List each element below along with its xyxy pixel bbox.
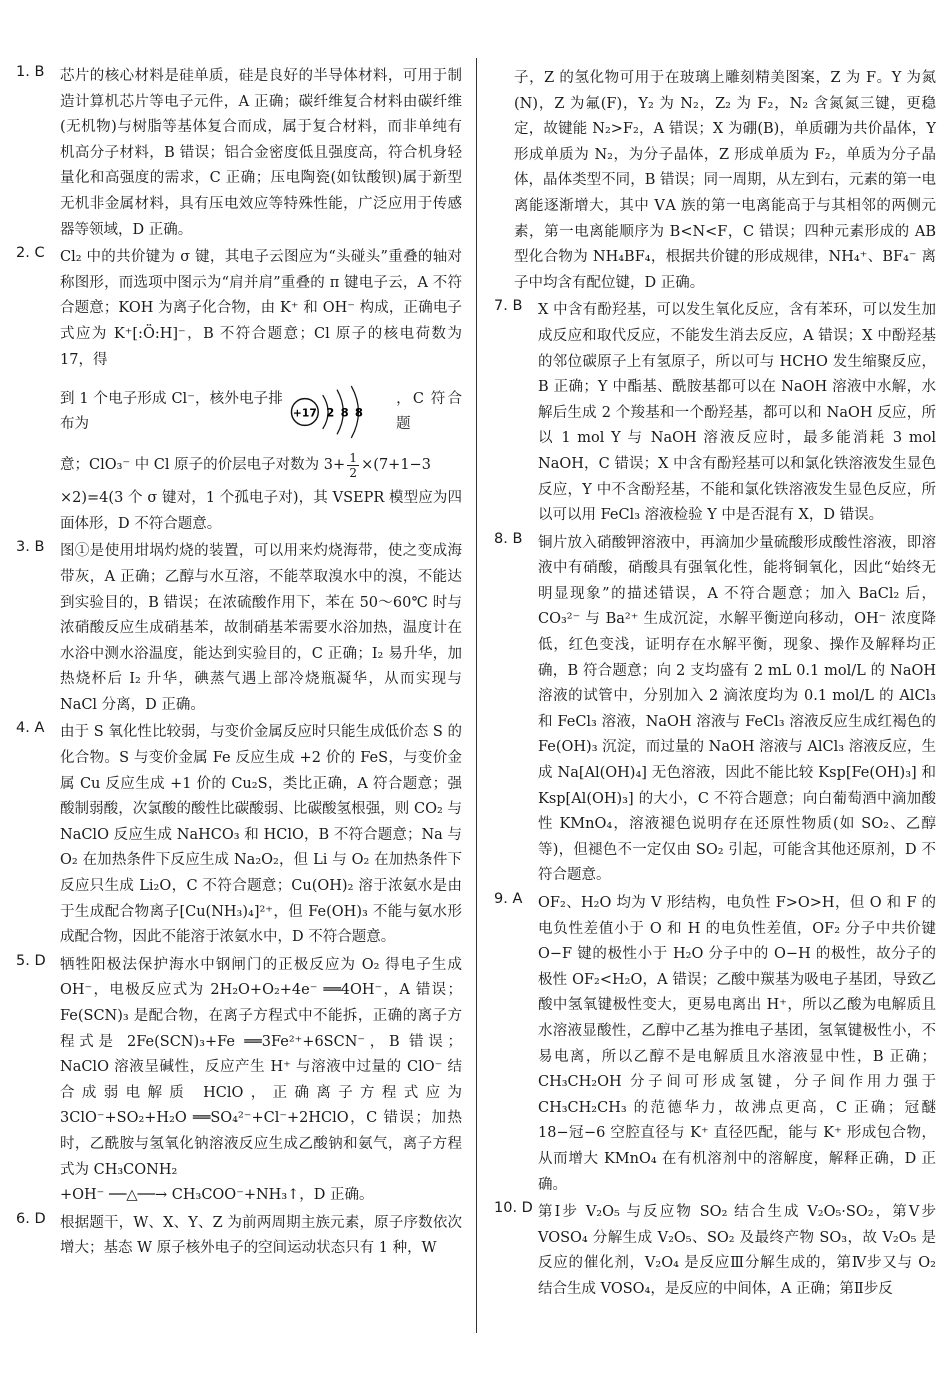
shell-electrons-3: 8: [354, 405, 363, 420]
answer-explanation: 由于 S 氧化性比较弱，与变价金属反应时只能生成低价态 S 的化合物。S 与变价金属 Fe 反应生成 +2 价的 FeS，与变价金属 Cu 反应生成 +1 价的 Cu₂S，类比正确，A 符合题意；强酸制弱酸，次氯酸的酸性比碳酸弱、比碳酸氢根强，则 CO₂ 与 NaClO 反应生成 NaHCO₃ 和 HClO，B 不符合题意；Na 与 O₂ 在加热条件下反应生成 Na₂O₂，但 Li 与 O₂ 在加热条件下反应只生成 Li₂O，C 不符合题意；Cu(OH)₂ 溶于浓氨水是由于生成配合物离子[Cu(NH₃)₄]²⁺，但 Fe(OH)₃ 不能与氨水形成配合物，因此不能溶于浓氨水中，D 不符合题意。: [60, 724, 462, 946]
answer-explanation: Cl₂ 中的共价键为 σ 键，其电子云图应为“头碰头”重叠的轴对称图形，而选项中图示为“肩并肩”重叠的 π 键电子云，A 不符合题意；KOH 为离子化合物，由 K⁺ 和 OH⁻ 构成，正确电子式应为 K⁺[:Ö:H]⁻，B 不符合题意；Cl 原子的核电荷数为 17，得: [60, 249, 462, 368]
answer-item-1: [16, 64, 462, 243]
answer-explanation: 铜片放入硝酸钾溶液中，再滴加少量硫酸形成酸性溶液，即溶液中有硝酸，硝酸具有强氧化性，能将铜氧化，因此“始终无明显现象”的描述错误，A 不符合题意；加入 BaCl₂ 后，CO₃²⁻ 与 Ba²⁺ 生成沉淀，水解平衡逆向移动，OH⁻ 浓度降低，红色变浅，证明存在水解平衡，现象、操作及解释均正确，B 符合题意；向 2 支均盛有 2 mL 0.1 mol/L 的 NaOH 溶液的试管中，分别加入 2 滴浓度均为 0.1 mol/L 的 AlCl₃ 和 FeCl₃ 溶液，NaOH 溶液与 FeCl₃ 溶液反应生成红褐色的 Fe(OH)₃ 沉淀，而过量的 NaOH 溶液与 AlCl₃ 溶液反应，生成 Na[Al(OH)₄] 无色溶液，因此不能比较 Ksp[Fe(OH)₃] 和 Ksp[Al(OH)₃] 的大小，C 不符合题意；向白葡萄酒中滴加酸性 KMnO₄，溶液褪色说明存在还原性物质(如 SO₂、乙醇等)，但褪色不一定仅由 SO₂ 引起，可能含其他还原剂，D 不符合题意。: [538, 534, 936, 884]
answer-number: 7. B: [494, 298, 523, 315]
left-column: [16, 64, 462, 1264]
fraction-line: [60, 451, 462, 480]
fraction: [347, 451, 359, 480]
answer-item-6-continued: [494, 66, 936, 296]
atom-structure-line: [60, 379, 462, 445]
answer-item-3: [16, 539, 462, 718]
fraction-text-after: ×(7+1−3: [361, 456, 431, 473]
answer-explanation: X 中含有酚羟基，可以发生氧化反应，含有苯环，可以发生加成反应和取代反应，不能发生消去反应，A 错误；X 中酚羟基的邻位碳原子上有氢原子，所以可与 HCHO 发生缩聚反应，B 正确；Y 中酯基、酰胺基都可以在 NaOH 溶液中水解，水解后生成 2 个羧基和一个酚羟基，都可以和 NaOH 反应，所以 1 mol Y 与 NaOH 溶液反应时，最多能消耗 3 mol NaOH，C 错误；X 中含有酚羟基可以和氯化铁溶液发生显色反应，Y 中不含酚羟基，不能和氯化铁溶液发生显色反应，所以可以用 FeCl₃ 溶液检验 Y 中是否混有 X，D 错误。: [538, 302, 936, 524]
shell-electrons-2: 8: [340, 405, 349, 420]
answer-item-9: [494, 891, 936, 1198]
answer-explanation: 子，Z 的氢化物可用于在玻璃上雕刻精美图案，Z 为 F。Y 为氮(N)，Z 为氟(F)，Y₂ 为 N₂，Z₂ 为 F₂，N₂ 含氮氮三键，更稳定，故键能 N₂>F₂，A 错误；X 为硼(B)，单质硼为共价晶体，Y 形成单质为 N₂，为分子晶体，Z 形成单质为 F₂，单质为分子晶体，晶体类型不同，B 错误；同一周期，从左到右，元素的第一电离能逐渐增大，其中 ⅤA 族的第一电离能高于与其相邻的两侧元素，第一电离能顺序为 B<N<F，C 错误；四种元素形成的 AB 型化合物为 NH₄BF₄，根据共价键的形成规律，NH₄⁺、BF₄⁻ 离子中均含有配位键，D 正确。: [514, 70, 936, 291]
cl-ion-structure-diagram: [287, 379, 392, 445]
answer-number: 5. D: [16, 952, 46, 969]
nucleus-label: +17: [292, 406, 317, 420]
answer-explanation: OF₂、H₂O 均为 V 形结构，电负性 F>O>H，但 O 和 F 的电负性差值小于 O 和 H 的电负性差值，OF₂ 分子中共价键 O−F 键的极性小于 H₂O 分子中的 O−H 的极性，故分子的极性 OF₂<H₂O，A 错误；乙酸中羰基为吸电子基团，导致乙酸中氢氧键极性变大，更易电离出 H⁺，所以乙酸为电解质且水溶液显酸性，乙醇中乙基为推电子基团，氢氧键极性小，不易电离，所以乙醇不是电解质且水溶液显中性，B 正确；CH₃CH₂OH 分子间可形成氢键，分子间作用力强于 CH₃CH₂CH₃ 的范德华力，故沸点更高，C 正确；冠醚 18−冠−6 空腔直径与 K⁺ 直径匹配，能与 K⁺ 形成包合物，从而增大 KMnO₄ 在有机溶剂中的溶解度，解释正确，D 正确。: [538, 895, 936, 1193]
answer-explanation: 第Ⅰ步 V₂O₅ 与反应物 SO₂ 结合生成 V₂O₅·SO₂，第Ⅴ步 VOSO₄ 分解生成 V₂O₅、SO₂ 及最终产物 SO₃，故 V₂O₅ 是反应的催化剂，V₂O₄ 是反应Ⅲ分解生成的，第Ⅳ步又与 O₂ 结合生成 VOSO₄，是反应的中间体，A 正确；第Ⅱ步反: [538, 1204, 936, 1297]
answer-explanation-tail: +OH⁻ ──△──→ CH₃COO⁻+NH₃↑，D 正确。: [60, 1187, 374, 1204]
answer-number: 4. A: [16, 720, 45, 737]
answer-number: 10. D: [494, 1200, 533, 1217]
answer-number: 8. B: [494, 530, 523, 547]
answer-explanation-tail: ×2)=4(3 个 σ 键对，1 个孤电子对)，其 VSEPR 模型应为四面体形，D 不符合题意。: [60, 490, 462, 532]
answer-explanation: 图①是使用坩埚灼烧的装置，可以用来灼烧海带，使之变成海带灰，A 正确；乙醇与水互溶，不能萃取溴水中的溴，不能达到实验目的，B 错误；在浓硫酸作用下，苯在 50～60℃ 时与浓硝酸反应生成硝基苯，故制硝基苯需要水浴加热，温度计在水浴中测水浴温度，能达到实验目的，C 正确；I₂ 易升华，加热烧杯后 I₂ 升华，碘蒸气遇上部冷烧瓶凝华，从而实现与 NaCl 分离，D 正确。: [60, 543, 462, 713]
answer-explanation: 芯片的核心材料是硅单质，硅是良好的半导体材料，可用于制造计算机芯片等电子元件，A 正确；碳纤维复合材料由碳纤维(无机物)与树脂等基体复合而成，属于复合材料，而非单纯有机高分子材料，B 错误；铝合金密度低且强度高，符合机身轻量化和高强度的需求，C 正确；压电陶瓷(如钛酸钡)属于新型无机非金属材料，具有压电效应等特殊性能，广泛应用于传感器等领域，D 正确。: [60, 68, 462, 238]
answer-explanation: 根据题干，W、X、Y、Z 为前两周期主族元素，原子序数依次增大；基态 W 原子核外电子的空间运动状态只有 1 种，W: [60, 1214, 462, 1257]
answer-number: 9. A: [494, 891, 523, 907]
shell-electrons-1: 2: [326, 405, 335, 420]
atom-text-before: 到 1 个电子形成 Cl⁻，核外电子排布为: [60, 390, 283, 433]
right-column: [494, 66, 936, 1305]
answer-number: 3. B: [16, 539, 45, 556]
answer-number: 1. B: [16, 64, 45, 80]
answer-number: 6. D: [16, 1210, 46, 1227]
answer-item-6: [16, 1211, 462, 1262]
answer-item-8: [494, 531, 936, 889]
column-divider: [476, 58, 477, 1333]
fraction-denominator: 2: [349, 466, 357, 481]
fraction-numerator: 1: [349, 451, 357, 466]
answer-item-2: [16, 245, 462, 537]
atom-text-after: ，C 符合题: [396, 390, 463, 433]
answer-number: 2. C: [16, 245, 45, 262]
answer-item-7: [494, 298, 936, 528]
answer-item-5: [16, 953, 462, 1209]
answer-explanation: 牺牲阳极法保护海水中钢闸门的正极反应为 O₂ 得电子生成 OH⁻，电极反应式为 2H₂O+O₂+4e⁻ ══4OH⁻，A 错误；Fe(SCN)₃ 是配合物，在离子方程式中不能拆，正确的离子方程式是 2Fe(SCN)₃+Fe ══3Fe²⁺+6SCN⁻，B 错误；NaClO 溶液呈碱性，反应产生 H⁺ 与溶液中过量的 ClO⁻ 结合成弱电解质 HClO，正确离子方程式应为 3ClO⁻+SO₂+H₂O ══SO₄²⁻+Cl⁻+2HClO，C 错误；加热时，乙酰胺与氢氧化钠溶液反应生成乙酸钠和氨气，离子方程式为 CH₃CONH₂: [60, 956, 462, 1178]
fraction-text-before: 意；ClO₃⁻ 中 Cl 原子的价层电子对数为 3+: [60, 456, 346, 473]
answer-item-4: [16, 720, 462, 950]
answer-item-10: [494, 1200, 936, 1302]
